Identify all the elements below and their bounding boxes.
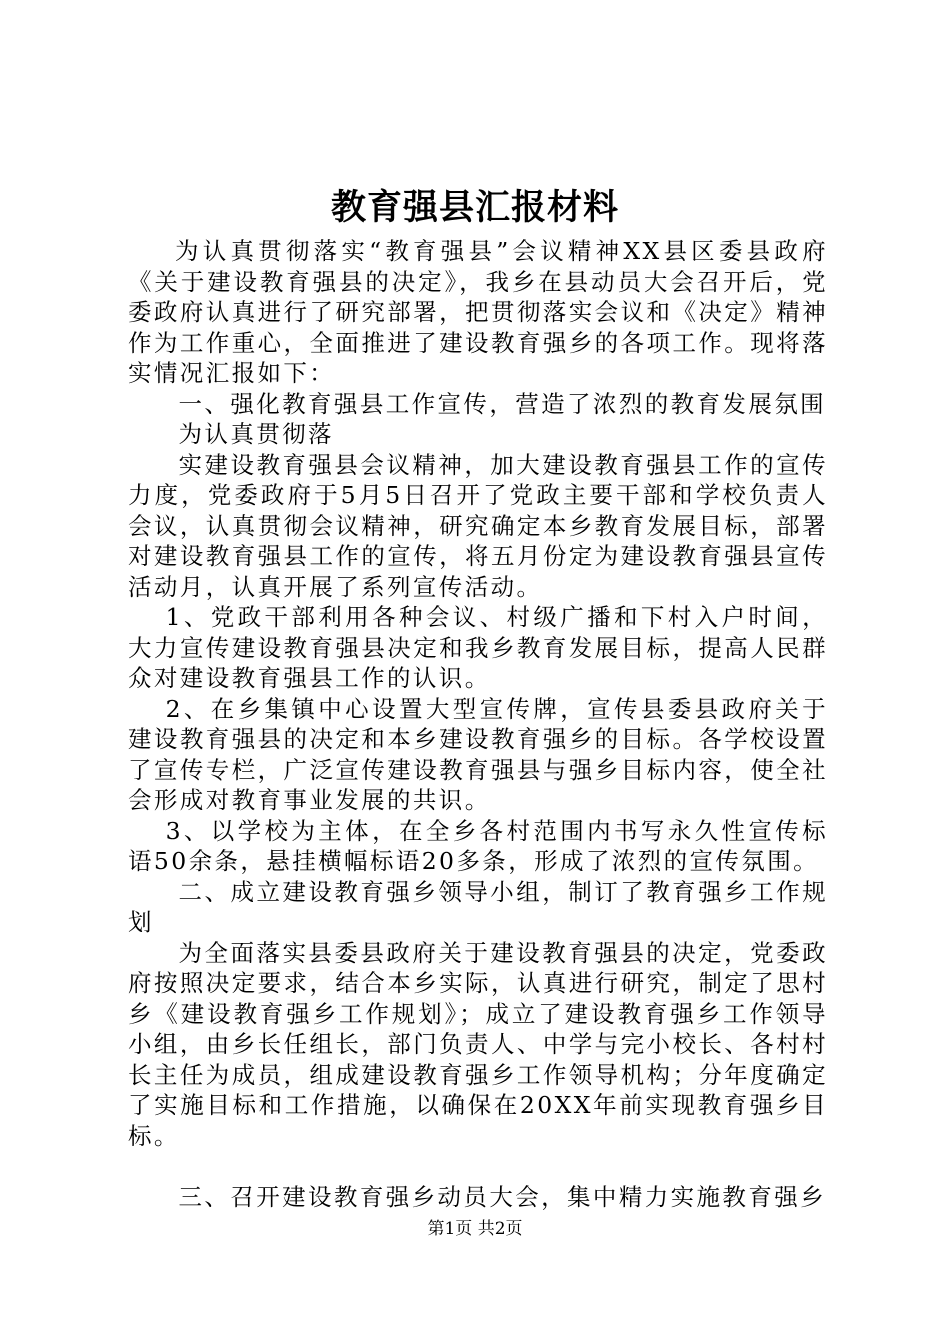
document-body bbox=[128, 236, 828, 1213]
heading-section-1: 一、强化教育强县工作宣传，营造了浓烈的教育发展氛围 bbox=[178, 389, 827, 418]
heading-section-3: 三、召开建设教育强乡动员大会，集中精力实施教育强乡 bbox=[178, 1183, 827, 1211]
list-item-2: 2、在乡集镇中心设置大型宣传牌，宣传县委县政府关于建设教育强县的决定和本乡建设教育强乡的目标。各学校设置了宣传专栏，广泛宣传建设教育强县与强乡目标内容，使全社会形成对教育事业发展的共识。 bbox=[128, 694, 828, 814]
page-footer: 第1页 共2页 bbox=[427, 1219, 523, 1239]
paragraph-section-2-body: 为全面落实县委县政府关于建设教育强县的决定，党委政府按照决定要求，结合本乡实际，认真进行研究，制定了思村乡《建设教育强乡工作规划》；成立了建设教育强乡工作领导小组，由乡长任组长，部门负责人、中学与完小校长、各村村长主任为成员，组成建设教育强乡工作领导机构；分年度确定了实施目标和工作措施，以确保在20XX年前实现教育强乡目标。 bbox=[128, 938, 828, 1150]
document-title: 教育强县汇报材料 bbox=[330, 187, 619, 228]
paragraph-section-1-body: 实建设教育强县会议精神，加大建设教育强县工作的宣传力度，党委政府于5月5日召开了党政主要干部和学校负责人会议，认真贯彻会议精神，研究确定本乡教育发展目标，部署对建设教育强县工作的宣传，将五月份定为建设教育强县宣传活动月，认真开展了系列宣传活动。 bbox=[128, 450, 828, 601]
list-item-1: 1、党政干部利用各种会议、村级广播和下村入户时间，大力宣传建设教育强县决定和我乡教育发展目标，提高人民群众对建设教育强县工作的认识。 bbox=[128, 603, 828, 692]
list-item-3: 3、以学校为主体，在全乡各村范围内书写永久性宣传标语50余条，悬挂横幅标语20多条，形成了浓烈的宣传氛围。 bbox=[128, 816, 828, 875]
paragraph-intro: 为认真贯彻落实“教育强县”会议精神XX县区委县政府《关于建设教育强县的决定》，我乡在县动员大会召开后，党委政府认真进行了研究部署，把贯彻落实会议和《决定》精神作为工作重心，全面推进了建设教育强乡的各项工作。现将落实情况汇报如下： bbox=[128, 237, 828, 387]
heading-section-2: 二、成立建设教育强乡领导小组，制订了教育强乡工作规划 bbox=[128, 877, 828, 936]
paragraph-fragment: 为认真贯彻落 bbox=[178, 420, 334, 448]
